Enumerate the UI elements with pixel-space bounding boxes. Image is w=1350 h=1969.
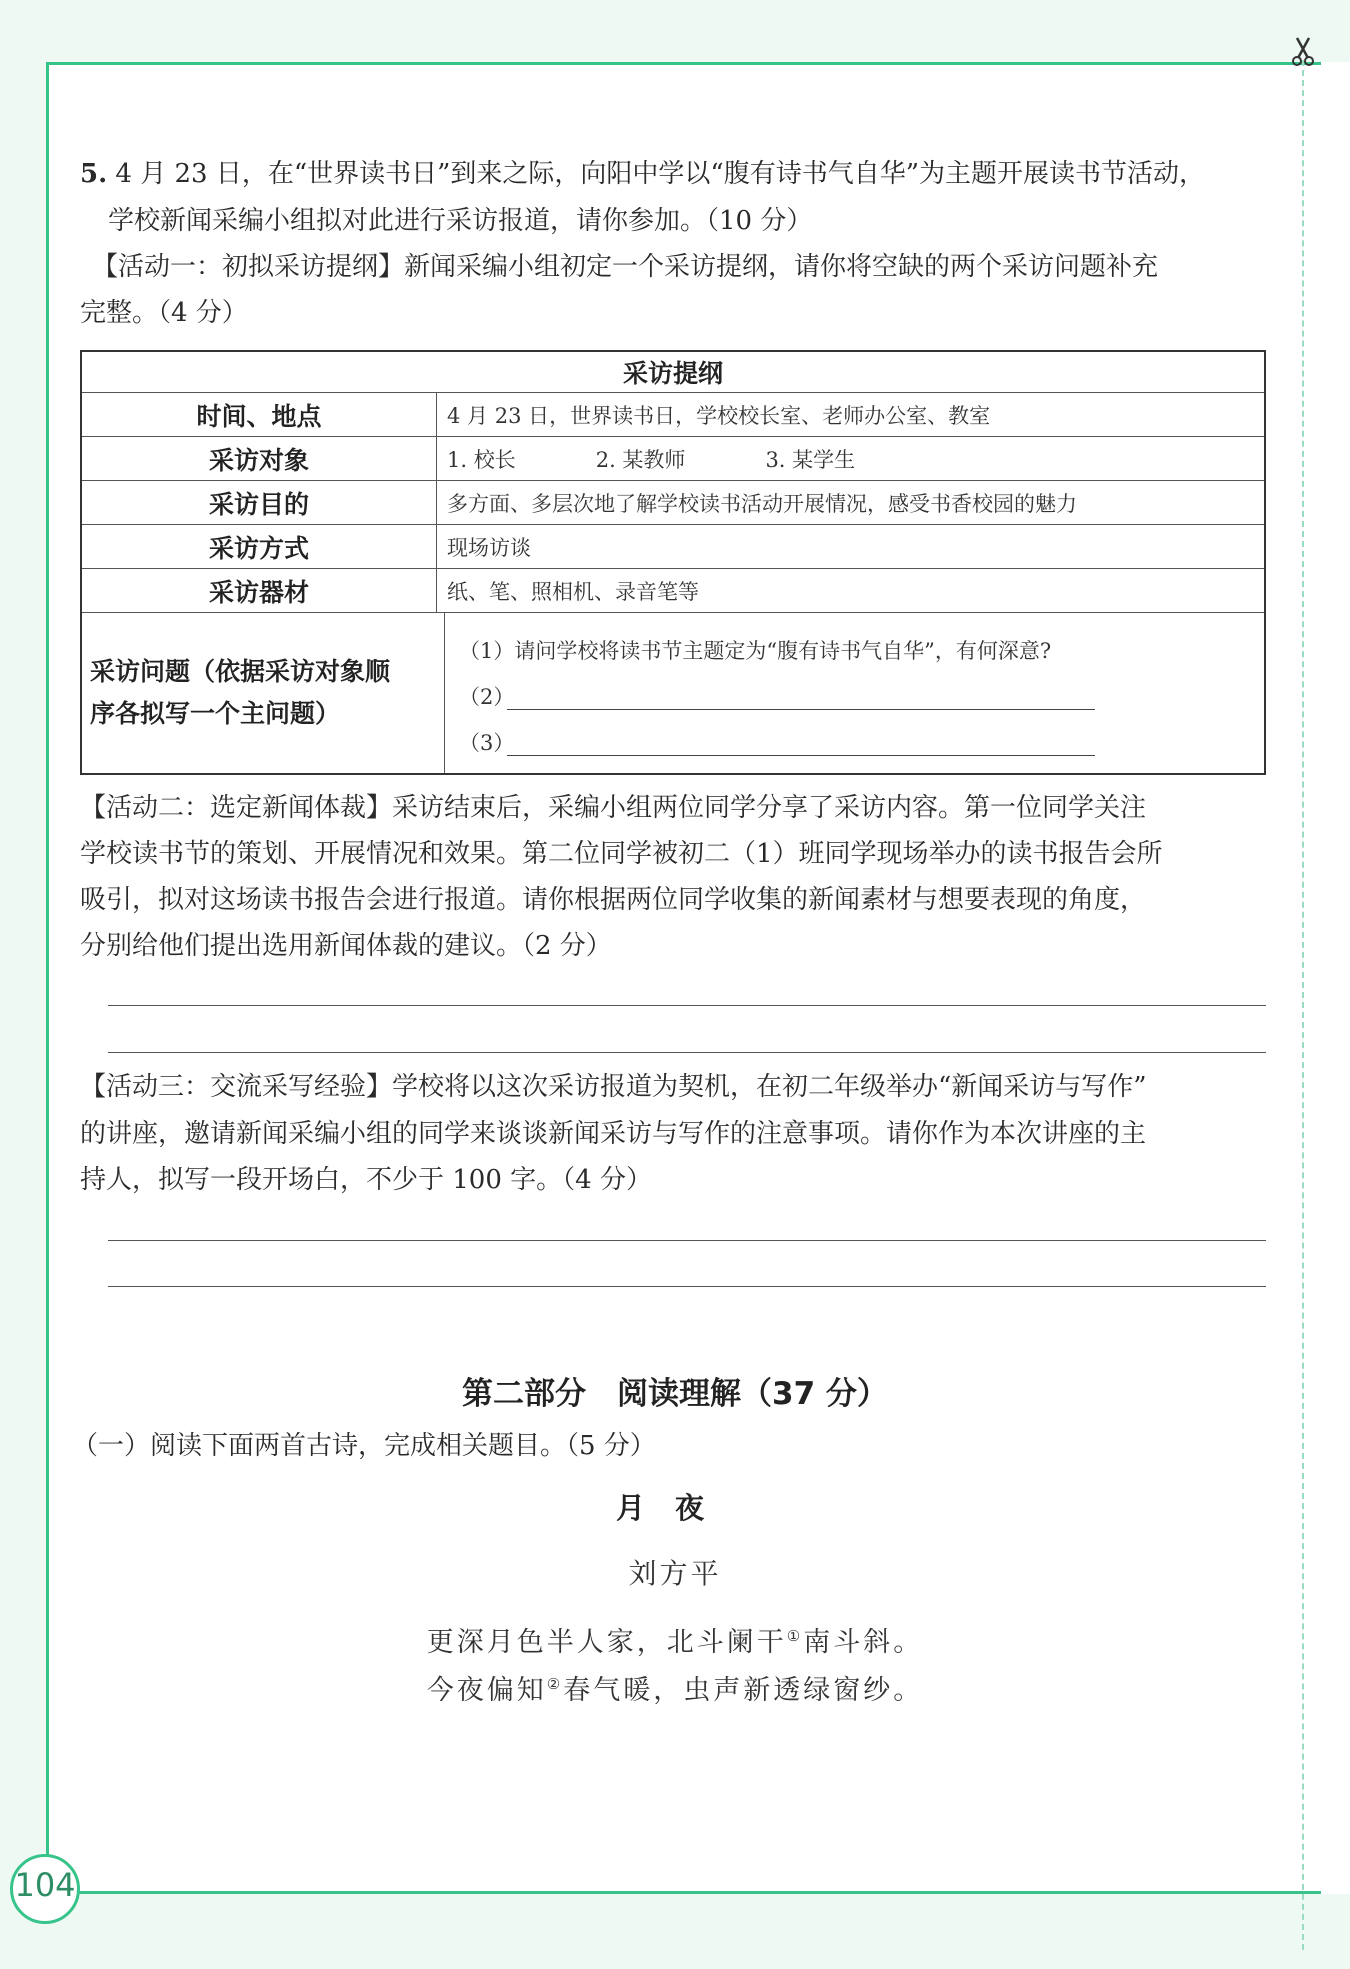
activity3-line-3: 持人，拟写一段开场白，不少于 100 字。（4 分） bbox=[80, 1165, 652, 1195]
activity1-line-1: 【活动一：初拟采访提纲】新闻采编小组初定一个采访提纲，请你将空缺的两个采访问题补充 bbox=[92, 252, 1159, 282]
table-row bbox=[82, 392, 1264, 436]
table-row bbox=[82, 436, 1264, 480]
frame-top-border bbox=[46, 62, 1321, 65]
scissors-icon bbox=[1286, 34, 1320, 68]
row-label-method: 采访方式 bbox=[82, 525, 437, 568]
row-label-interviewees: 采访对象 bbox=[82, 437, 437, 480]
activity2-answer-line-1[interactable] bbox=[108, 1005, 1266, 1006]
cut-line bbox=[1302, 60, 1304, 1950]
row-value-interviewees bbox=[437, 437, 1264, 480]
activity3-answer-line-2[interactable] bbox=[108, 1286, 1266, 1287]
question-1: （1）请问学校将读书节主题定为“腹有诗书气自华”，有何深意? bbox=[459, 639, 1052, 663]
interview-outline-table bbox=[80, 350, 1266, 775]
q5-text-1: 4 月 23 日，在“世界读书日”到来之际，向阳中学以“腹有诗书气自华”为主题开展读书节活动， bbox=[115, 159, 1206, 189]
part2-section-1: （一）阅读下面两首古诗，完成相关题目。（5 分） bbox=[72, 1431, 656, 1461]
table-row-questions bbox=[82, 612, 1264, 773]
question-3-number: （3） bbox=[459, 731, 515, 755]
question-3-answer-blank[interactable] bbox=[507, 755, 1095, 756]
activity2-line-2: 学校读书节的策划、开展情况和效果。第二位同学被初二（1）班同学现场举办的读书报告会所 bbox=[80, 839, 1163, 869]
table-row bbox=[82, 524, 1264, 568]
activity2-line-4: 分别给他们提出选用新闻体裁的建议。（2 分） bbox=[80, 931, 612, 961]
poem-line-2 bbox=[0, 1668, 1350, 1707]
row-value-purpose: 多方面、多层次地了解学校读书活动开展情况，感受书香校园的魅力 bbox=[447, 491, 1077, 516]
poem-line-2-part-b: 春气暖，虫声新透绿窗纱。 bbox=[563, 1675, 924, 1706]
activity3-line-1: 【活动三：交流采写经验】学校将以这次采访报道为契机，在初二年级举办“新闻采访与写作” bbox=[80, 1072, 1147, 1102]
footnote-marker-1: ① bbox=[786, 1627, 804, 1645]
questions-cell bbox=[445, 613, 1264, 773]
activity2-answer-line-2[interactable] bbox=[108, 1052, 1266, 1053]
activity1-line-2: 完整。（4 分） bbox=[80, 298, 248, 328]
row-label-questions bbox=[82, 613, 445, 773]
poem-line-1-part-b: 南斗斜。 bbox=[803, 1627, 924, 1658]
poem-line-1 bbox=[0, 1620, 1350, 1659]
frame-bottom-border bbox=[46, 1891, 1321, 1894]
poem-line-1-part-a: 更深月色半人家，北斗阑干 bbox=[426, 1627, 787, 1658]
poem-line-2-part-a: 今夜偏知 bbox=[426, 1675, 547, 1706]
row-value-equipment: 纸、笔、照相机、录音笔等 bbox=[447, 579, 699, 604]
question-2-number: （2） bbox=[459, 685, 515, 709]
activity2-line-3: 吸引，拟对这场读书报告会进行报道。请你根据两位同学收集的新闻素材与想要表现的角度， bbox=[80, 885, 1147, 915]
table-row bbox=[82, 568, 1264, 612]
poem-title: 月夜 bbox=[615, 1491, 734, 1525]
questions-label-line-1: 采访问题（依据采访对象顺 bbox=[90, 657, 391, 686]
table-title: 采访提纲 bbox=[622, 359, 723, 388]
activity3-answer-line-1[interactable] bbox=[108, 1240, 1266, 1241]
activity2-line-1: 【活动二：选定新闻体裁】采访结束后，采编小组两位同学分享了采访内容。第一位同学关注 bbox=[80, 793, 1147, 823]
interviewee-2: 2. 某教师 bbox=[595, 447, 686, 472]
row-value-time-place: 4 月 23 日，世界读书日，学校校长室、老师办公室、教室 bbox=[447, 403, 991, 428]
row-label-time-place: 时间、地点 bbox=[82, 393, 437, 436]
interviewee-1: 1. 校长 bbox=[447, 447, 516, 472]
table-row bbox=[82, 480, 1264, 524]
question-2-answer-blank[interactable] bbox=[507, 709, 1095, 710]
interviewee-3: 3. 某学生 bbox=[765, 447, 856, 472]
page-number: 104 bbox=[14, 1866, 76, 1904]
questions-label-line-2: 序各拟写一个主问题） bbox=[90, 699, 341, 728]
poem-author: 刘方平 bbox=[628, 1557, 722, 1590]
activity3-line-2: 的讲座，邀请新闻采编小组的同学来谈谈新闻采访与写作的注意事项。请你作为本次讲座的主 bbox=[80, 1119, 1147, 1149]
part2-title: 第二部分 阅读理解（37 分） bbox=[462, 1376, 888, 1412]
row-label-equipment: 采访器材 bbox=[82, 569, 437, 612]
footnote-marker-2: ② bbox=[546, 1675, 564, 1693]
q5-line-2: 学校新闻采编小组拟对此进行采访报道，请你参加。（10 分） bbox=[108, 206, 813, 236]
q5-line-1 bbox=[80, 156, 1205, 192]
top-margin-band bbox=[0, 0, 1350, 62]
row-label-purpose: 采访目的 bbox=[82, 481, 437, 524]
bottom-margin-band bbox=[0, 1894, 1350, 1969]
row-value-method: 现场访谈 bbox=[447, 535, 531, 560]
q5-number: 5. bbox=[80, 159, 108, 189]
